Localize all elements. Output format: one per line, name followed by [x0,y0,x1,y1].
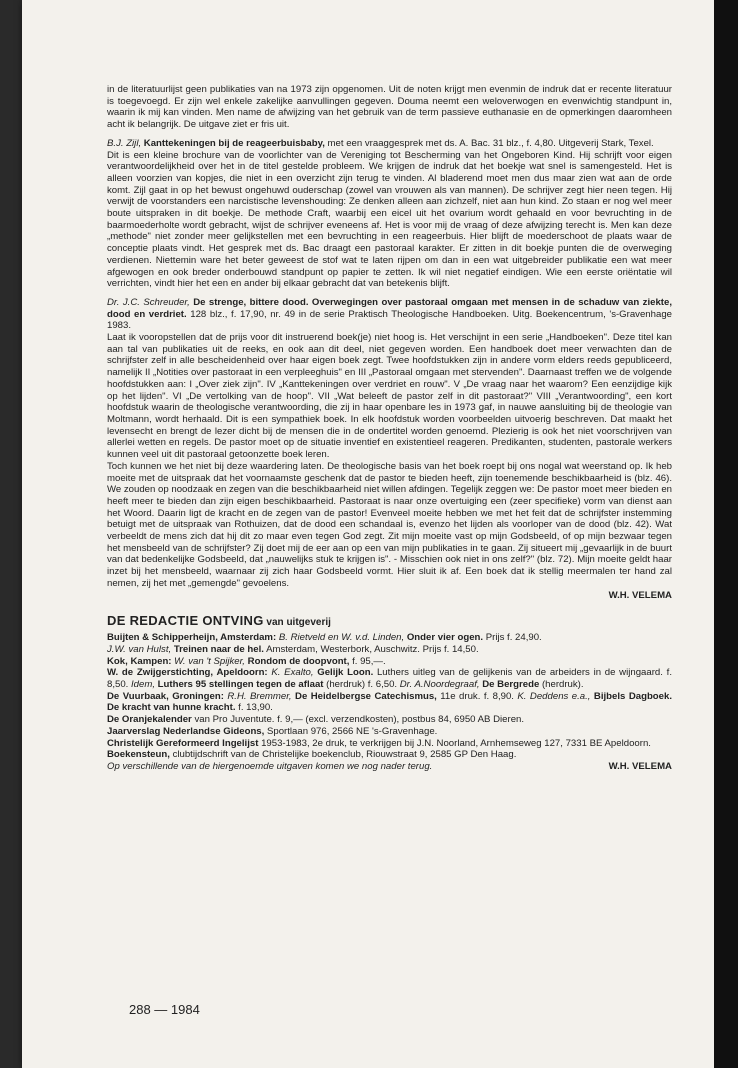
book-title: Bijbels Dagboek. De kracht van hunne kracht. [107,690,672,714]
review-meta: met een vraaggesprek met ds. A. Bac. 31 blz., f. 4,80. Uitgeverij Stark, Texel. [324,137,654,149]
review-title: Kanttekeningen bij de reageerbuisbaby, [143,137,325,149]
details: Amsterdam, Westerbork, Auschwitz. Prijs f. 14,50. [263,643,479,655]
book-title: De Heidelbergse Catechismus, [291,690,437,702]
book-title: De Bergrede [479,679,540,691]
list-item [107,749,672,761]
details: Sportlaan 976, 2566 NE 's-Gravenhage. [264,725,438,737]
intro-paragraph: in de literatuurlijst geen publikaties van na 1973 zijn opgenomen. Uit de noten krijgt men evenmin de indruk dat er recente literatuur is toegevoegd. Er zijn wel enkele zakelijke aanvullingen gegeven. Douma neemt een weloverwogen en evenwichtig standpunt in, waarin ik mij kan vinden. Men name de afwijzing van het gebruik van de term passieve euthanasie en de opmerkingen daaromheen acht ik belangrijk. De uitgave ziet er fris uit. [107,84,672,131]
details: Luthers uitleg van de gelijkenis van de arbeiders in de wijngaard. f. 8,50. [107,667,672,691]
author: K. Deddens e.a., [513,690,591,702]
closing-line [107,761,672,773]
closing-note: Op verschillende van de hiergenoemde uitgaven komen we nog nader terug. [107,760,433,772]
book-title: Onder vier ogen. [404,632,484,644]
review-title: De strenge, bittere dood. Overwegingen over pastoraal omgaan met mensen in de schaduw van ziekte, dood en verdriet. [107,296,672,320]
section-signature: W.H. VELEMA [608,760,672,772]
book-title: Treinen naar de hel. [171,643,264,655]
review-body: Laat ik vooropstellen dat de prijs voor dit instruerend boek(je) niet hoog is. Het verschijnt in een serie „Handboeken". Deze titel kan aan tal van publikaties uit de reeks, en ook aan dit deel, niet gegeven worden. Een handboek doet meer verwachten dan de schrijfster zelf in alle bescheidenheid over haar eigen boek zegt. Twee hoofdstukken zijn in andere vorm elders reeds gepubliceerd, namelijk II „Notities over pastoraat in een verpleeghuis" en III „Pastoraal omgaan met stervenden". Daarnaast treffen we de volgende hoofdstukken aan: I „Over ziek zijn". IV „Kanttekeningen over verdriet en rouw". V „De vraag naar het waarom? Een eenzijdige kijk op het lijden". VI „De vertolking van de hoop". VII „Wat beleeft de pastor zelf in dit pastoraat?" VIII „Verantwoording", een kort hoofdstuk waarin de theologische verantwoording, die zij in haar openbare les in 1973 gaf, in nauwe aansluiting bij de theologie van Moltmann, wordt herhaald. Dit is een sympathiek boek. In elk hoofdstuk worden voorbeelden uitvoerig beschreven. Dat maakt het levensecht en brengt de lezer dicht bij de mensen die in de ondertitel worden genoemd. Plezierig is ook het niet voorschrijven van allerlei wetten en regels. De pastor moet op de situatie inventief en existentieel reageren. Predikanten, studenten, pastorale werkers kunnen veel uit dit pastoraal getoonzette boek leren. [107,332,672,461]
list-item [107,726,672,738]
review-signature: W.H. VELEMA [608,589,672,601]
list-item [107,691,672,714]
page-number: 288 — 1984 [129,1002,200,1017]
author: R.H. Bremmer, [223,690,292,702]
author: B. Rietveld en W. v.d. Linden, [276,632,405,644]
list-item [107,644,672,656]
list-item [107,632,672,644]
review-body: Dit is een kleine brochure van de voorlichter van de Vereniging tot Bescherming van het Ongeboren Kind. Hij schrijft voor eigen verantwoordelijkheid over het in de titel gestelde probleem. We krijgen de indruk dat het boekje wat snel is samengesteld. Het is alleen voorzien van kopjes, die niet in een overzicht zijn terug te vinden. Al bladerend moet men dus maar zien wat aan de orde komt. Zijl gaat in op het bewust ongehuwd ouderschap (zowel van vrouwen als van mannen). De schrijver zegt hier neen tegen. Hij verwijt de voorstanders een narcistische levenshouding: Ze denken alleen aan zichzelf, niet aan hun kind. Zo staan er nog wel meer boute uitspraken in dit boekje. De methode Craft, waarbij een eicel uit het ovarium wordt gehaald en voor bevruchting in de baarmoederholte wordt gebracht, wijst de schrijver eveneens af. Het is voor mij de vraag of deze afwijzing terecht is. Men kan deze „methode" niet zonder meer gelijkstellen met een bevruchting in een reageerbuis. Hier blijft de moederschoot de plaats waar de conceptie plaats vindt. Het gesprek met ds. Bac draagt een pastoraal karakter. Er zitten in dit boekje punten die de overweging verdienen. Niettemin ware het beter geweest de stof wat te laten rijpen om dan in een wat uitgebreider publikatie een wat meer afgewogen en ook breder onderbouwd standpunt op papier te zetten. Ik wil niet negatief eindigen. Wie een eerste oriëntatie wil verrichten, vindt hier het een en ander bij elkaar gebracht dat van betekenis blijft. [107,149,672,290]
review-author: B.J. Zijl, [107,137,142,149]
page [22,0,714,1068]
list-item [107,738,672,750]
list-item [107,714,672,726]
review-header [107,297,672,332]
details: f. 95,—. [349,655,386,667]
details: 1953-1983, 2e druk, te verkrijgen bij J.N. Noorland, Arnhemseweg 127, 7331 BE Apeldoorn. [258,737,651,749]
author: W. van 't Spijker, [171,655,245,667]
review-meta: 128 blz., f. 17,90, nr. 49 in de serie Praktisch Theologische Handboeken. Uitg. Boekencentrum, 's-Gravenhage 1983. [107,308,672,332]
details: Prijs f. 24,90. [483,632,542,644]
author: J.W. van Hulst, [107,643,172,655]
author: Idem, [128,679,156,691]
book-title: Christelijk Gereformeerd Ingelijst [107,737,259,749]
book-title: Rondom de doopvont, [244,655,350,667]
publisher: Buijten & Schipperheijn, Amsterdam: [107,632,277,644]
list-item [107,667,672,690]
book-title: De Oranjekalender [107,714,192,726]
publisher: Kok, Kampen: [107,655,172,667]
review-body: Toch kunnen we het niet bij deze waardering laten. De theologische basis van het boek roept bij ons nogal wat weerstand op. Ik heb moeite met de uitspraak dat het voornaamste geschenk dat de pastor te bieden heeft, zijn toenemende beschikbaarheid is (blz. 46). We zouden op noodzaak en zegen van die beschikbaarheid niet willen afdingen. Tegelijk zeggen we: De pastor moet meer bieden en heeft meer te bieden dan zijn eigen beschikbaarheid. Pastoraat is naar onze overtuiging een (zeer specifieke) vorm van dienst aan het Woord. Daarin ligt de kracht en de zegen van de pastor! Evenveel moeite hebben we met het feit dat de schrijfster instemming betuigt met de uitspraak van Rothuizen, dat de dood een schandaal is, evenzo het lijden als voorloper van de dood (blz. 42). Wat verbeeldt de mens zich dat hij dit zo maar even tegen God zegt. Zit mijn moeite vast op mijn Godsbeeld, of op mijn bezwaar tegen het mensbeeld van de schrijfster? Zij doet mij de eer aan op een van mijn publikaties in te gaan. Zij situeert mij „gevaarlijk in de buurt van dat bedenkelijke Godsbeeld, dat „nauwelijks stuk te krijgen is". - Misschien ook niet in ons zelf?" (blz. 72). Mijn moeite geldt haar inzet bij het mensbeeld, waarnaar zij zich haar Godsbeeld vormt. Hier sluit ik af. Een boek dat ik stellig meermalen ter hand zal nemen, zij het met „gemengde" gevoelens. [107,460,672,589]
list-item [107,656,672,668]
publisher: De Vuurbaak, Groningen: [107,690,224,702]
author: Dr. A.Noordegraaf, [397,679,480,691]
book-title: Boekensteun, [107,749,170,761]
details: (herdruk). [539,679,584,691]
details: van Pro Juventute. f. 9,— (excl. verzendkosten), postbus 84, 6950 AB Dieren. [191,714,525,726]
review-author: Dr. J.C. Schreuder, [107,296,190,308]
book-title: Luthers 95 stellingen tegen de aflaat [155,679,324,691]
details: f. 13,90. [235,702,273,714]
publisher: W. de Zwijgerstichting, Apeldoorn: [107,667,268,679]
book-spine [714,0,738,1068]
details: clubtijdschrift van de Christelijke boekenclub, Riouwstraat 9, 2585 GP Den Haag. [169,749,517,761]
details: (herdruk) f. 6,50. [323,679,398,691]
page-content [107,84,672,773]
section-heading-main: DE REDACTIE ONTVING [107,613,264,629]
review-header [107,138,672,150]
details: 11e druk. f. 8,90. [436,690,514,702]
book-title: Gelijk Loon. [313,667,374,679]
section-heading-sub: van uitgeverij [263,617,331,629]
book-title: Jaarverslag Nederlandse Gideons, [107,725,265,737]
author: K. Exalto, [267,667,314,679]
section-heading [107,613,672,630]
